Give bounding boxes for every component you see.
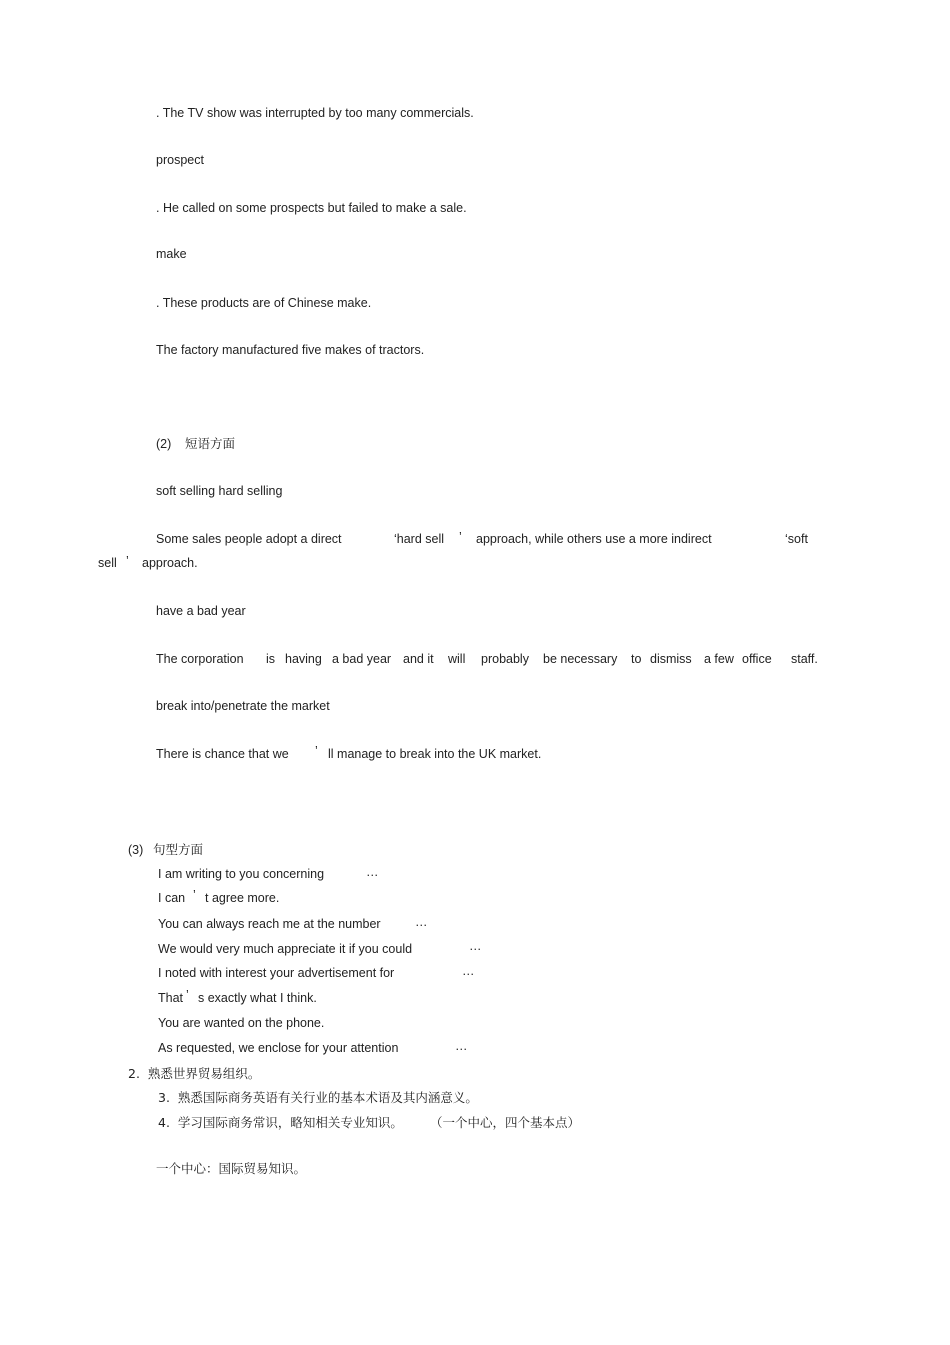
pattern-reach-me: You can always reach me at the number [158, 917, 381, 931]
pattern-appreciate: We would very much appreciate it if you could [158, 942, 413, 956]
example-sales-quote: ’ [459, 530, 462, 544]
example-uk-part1: There is chance that we [156, 747, 289, 761]
example-corp-w11: a few [704, 652, 734, 666]
example-corp-w4: a bad year [332, 652, 392, 666]
phrase-bad-year: have a bad year [156, 604, 246, 618]
example-corp-w1: The corporation [156, 652, 244, 666]
outline-point-2: 2. 熟悉世界贸易组织。 [128, 1066, 261, 1081]
outline-center: 一个中心：国际贸易知识。 [156, 1161, 307, 1176]
example-sales-hard-sell: ‘hard sell [394, 532, 445, 546]
example-prospects: . He called on some prospects but failed to make a sale. [156, 201, 467, 215]
example-corp-w12: office [742, 652, 772, 666]
example-chinese-make: . These products are of Chinese make. [156, 296, 372, 310]
example-tractors: The factory manufactured five makes of tractors. [156, 343, 425, 357]
term-prospect: prospect [156, 153, 204, 167]
example-sales-cont2: approach. [142, 556, 198, 570]
outline-point-4: 4. 学习国际商务常识，略知相关专业知识。 [158, 1115, 403, 1130]
example-corp-w3: having [285, 652, 322, 666]
sentences-heading: 句型方面 [153, 842, 204, 857]
example-sales-part2: approach, while others use a more indirect [476, 532, 712, 546]
pattern-exactly-part2: s exactly what I think. [198, 991, 317, 1005]
example-sales-soft: ‘soft [785, 532, 808, 546]
example-sales-cont-quote: ’ [126, 554, 129, 568]
pattern-enclose: As requested, we enclose for your attention [158, 1041, 399, 1055]
example-corp-w13: staff. [791, 652, 818, 666]
phrases-heading-number: (2) [156, 437, 172, 451]
pattern-wanted-phone: You are wanted on the phone. [158, 1016, 325, 1030]
example-corp-w5: and it [403, 652, 434, 666]
term-make: make [156, 247, 187, 261]
outline-point-3: 3. 熟悉国际商务英语有关行业的基本术语及其内涵意义。 [158, 1090, 478, 1105]
pattern-writing-concerning: I am writing to you concerning [158, 867, 325, 881]
pattern-exactly-quote: ’ [186, 988, 189, 1002]
pattern-reach-dots: … [415, 915, 428, 929]
pattern-advertisement-dots: … [462, 964, 475, 978]
example-corp-w9: to [631, 652, 642, 666]
pattern-agree-quote: ’ [193, 888, 196, 902]
example-corp-w6: will [448, 652, 466, 666]
phrases-heading: 短语方面 [185, 436, 236, 451]
pattern-enclose-dots: … [455, 1039, 468, 1053]
phrase-break-into: break into/penetrate the market [156, 699, 330, 713]
example-corp-w10: dismiss [650, 652, 692, 666]
example-corp-w7: probably [481, 652, 529, 666]
outline-point-4-note: （一个中心，四个基本点） [430, 1115, 581, 1130]
pattern-agree-part1: I can [158, 891, 186, 905]
pattern-writing-dots: … [366, 865, 379, 879]
pattern-appreciate-dots: … [469, 939, 482, 953]
pattern-agree-part2: t agree more. [205, 891, 280, 905]
example-sales-cont1: sell [98, 556, 117, 570]
example-commercials: . The TV show was interrupted by too many commercials. [156, 106, 474, 120]
sentences-heading-number: (3) [128, 843, 144, 857]
pattern-advertisement: I noted with interest your advertisement for [158, 966, 395, 980]
example-sales-part1: Some sales people adopt a direct [156, 532, 342, 546]
example-uk-part2: ll manage to break into the UK market. [328, 747, 542, 761]
example-corp-w2: is [266, 652, 276, 666]
example-corp-w8: be necessary [543, 652, 618, 666]
phrase-soft-hard-selling: soft selling hard selling [156, 484, 283, 498]
example-uk-quote: ’ [315, 744, 318, 758]
pattern-exactly-part1: That [158, 991, 184, 1005]
